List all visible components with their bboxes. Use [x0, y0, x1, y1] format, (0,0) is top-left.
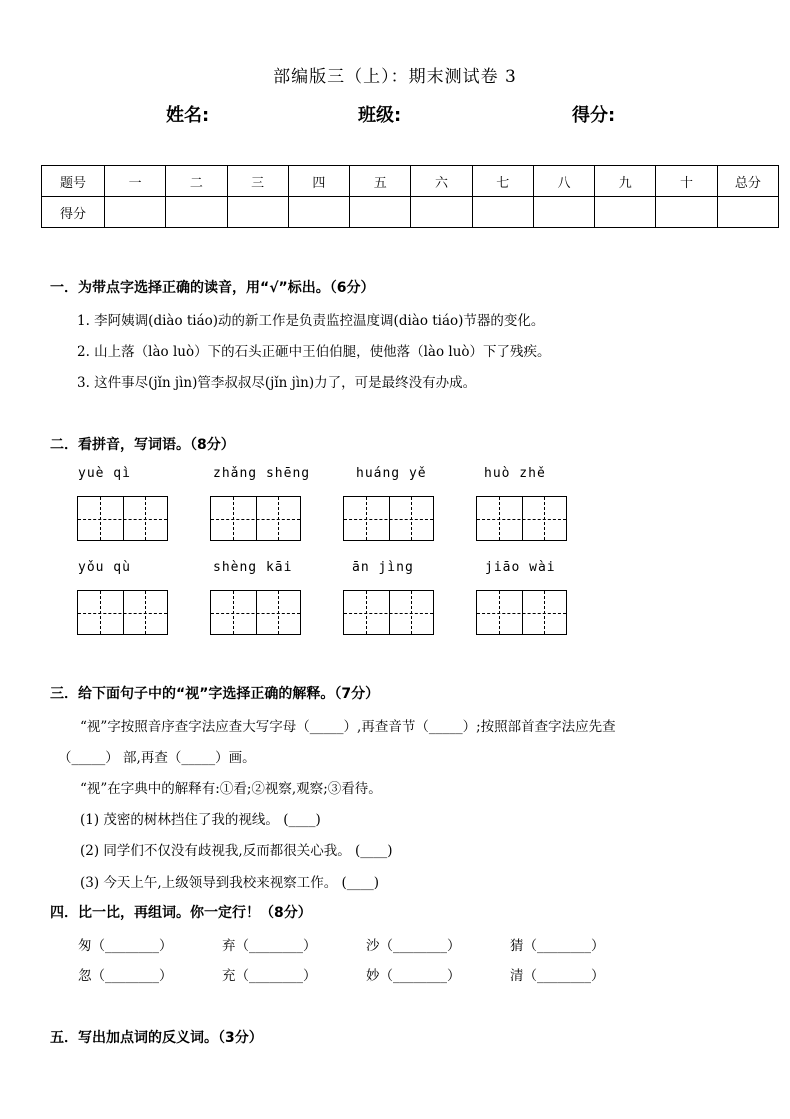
score-table-col: 九	[595, 166, 656, 197]
score-cell[interactable]	[533, 197, 594, 228]
word-item: 忽（________）	[78, 968, 173, 984]
section2-heading: 二．看拼音，写词语。（8分）	[50, 437, 235, 453]
score-table-score-row	[42, 197, 779, 228]
section1-item: 2. 山上落（lào luò）下的石头正砸中王伯伯腿，使他落（lào luò）下了残疾。	[77, 344, 551, 360]
score-table-col: 六	[411, 166, 472, 197]
score-table-col: 七	[472, 166, 533, 197]
score-cell[interactable]	[595, 197, 656, 228]
word-item: 充（________）	[222, 968, 317, 984]
section3-line: “视”字按照音序查字法应查大写字母（_____）,再查音节（_____）;按照部首查字法应先查	[80, 719, 616, 735]
section3-item: (3) 今天上午,上级领导到我校来视察工作。 (____)	[80, 875, 380, 891]
section1-item: 1. 李阿姨调(diào tiáo)动的新工作是负责监控温度调(diào tiáo)节器的变化。	[77, 313, 545, 329]
section3-line: “视”在字典中的解释有:①看;②视察,观察;③看待。	[80, 781, 382, 797]
score-table-col: 五	[350, 166, 411, 197]
pinyin-label: zhǎng shēng	[213, 466, 311, 481]
word-item: 沙（________）	[366, 938, 461, 954]
class-label: 班级:	[358, 105, 402, 126]
word-item: 匆（________）	[78, 938, 173, 954]
score-table-col: 八	[533, 166, 594, 197]
pinyin-label: huáng yě	[356, 466, 427, 481]
score-table-col: 二	[166, 166, 227, 197]
score-table-col: 四	[288, 166, 349, 197]
pinyin-label: yǒu qù	[78, 560, 131, 575]
section1-item: 3. 这件事尽(jǐn jìn)管李叔叔尽(jǐn jìn)力了，可是最终没有办成。	[77, 375, 477, 391]
section3-line: （_____） 部,再查（_____）画。	[58, 750, 256, 766]
score-table-col: 三	[227, 166, 288, 197]
score-table-header-row	[42, 166, 779, 197]
writing-grid[interactable]	[210, 496, 301, 541]
score-label: 得分:	[572, 105, 616, 126]
section3-heading: 三．给下面句子中的“视”字选择正确的解释。（7分）	[50, 686, 380, 702]
score-cell[interactable]	[656, 197, 717, 228]
page-title: 部编版三（上）：期末测试卷 3	[273, 67, 517, 87]
score-cell[interactable]	[288, 197, 349, 228]
word-item: 妙（________）	[366, 968, 461, 984]
score-cell[interactable]	[166, 197, 227, 228]
section4-heading: 四．比一比，再组词。你一定行！（8分）	[50, 905, 312, 921]
score-table-col: 一	[105, 166, 166, 197]
section5-heading: 五．写出加点词的反义词。（3分）	[50, 1030, 263, 1046]
writing-grid[interactable]	[343, 590, 434, 635]
word-item: 猜（________）	[510, 938, 605, 954]
writing-grid[interactable]	[210, 590, 301, 635]
score-table-col: 十	[656, 166, 717, 197]
writing-grid[interactable]	[77, 590, 168, 635]
score-table-col: 总分	[717, 166, 778, 197]
pinyin-label: huò zhě	[484, 466, 546, 481]
score-cell[interactable]	[411, 197, 472, 228]
score-cell[interactable]	[717, 197, 778, 228]
word-item: 清（________）	[510, 968, 605, 984]
score-table	[41, 165, 779, 228]
section1-heading: 一．为带点字选择正确的读音，用“√”标出。（6分）	[50, 280, 375, 296]
writing-grid[interactable]	[343, 496, 434, 541]
section3-item: (1) 茂密的树林挡住了我的视线。 (____)	[80, 812, 321, 828]
section3-item: (2) 同学们不仅没有歧视我,反而都很关心我。 (____)	[80, 843, 393, 859]
writing-grid[interactable]	[476, 496, 567, 541]
pinyin-label: yuè qì	[78, 466, 131, 481]
name-label: 姓名:	[166, 105, 210, 126]
score-cell[interactable]	[350, 197, 411, 228]
score-cell[interactable]	[472, 197, 533, 228]
score-cell[interactable]	[227, 197, 288, 228]
pinyin-label: jiāo wài	[485, 560, 556, 575]
word-item: 弃（________）	[222, 938, 317, 954]
writing-grid[interactable]	[77, 496, 168, 541]
score-table-header-label: 题号	[42, 166, 105, 197]
score-cell[interactable]	[105, 197, 166, 228]
pinyin-label: ān jìng	[352, 560, 414, 575]
pinyin-label: shèng kāi	[213, 560, 293, 575]
score-table-row-label: 得分	[42, 197, 105, 228]
writing-grid[interactable]	[476, 590, 567, 635]
